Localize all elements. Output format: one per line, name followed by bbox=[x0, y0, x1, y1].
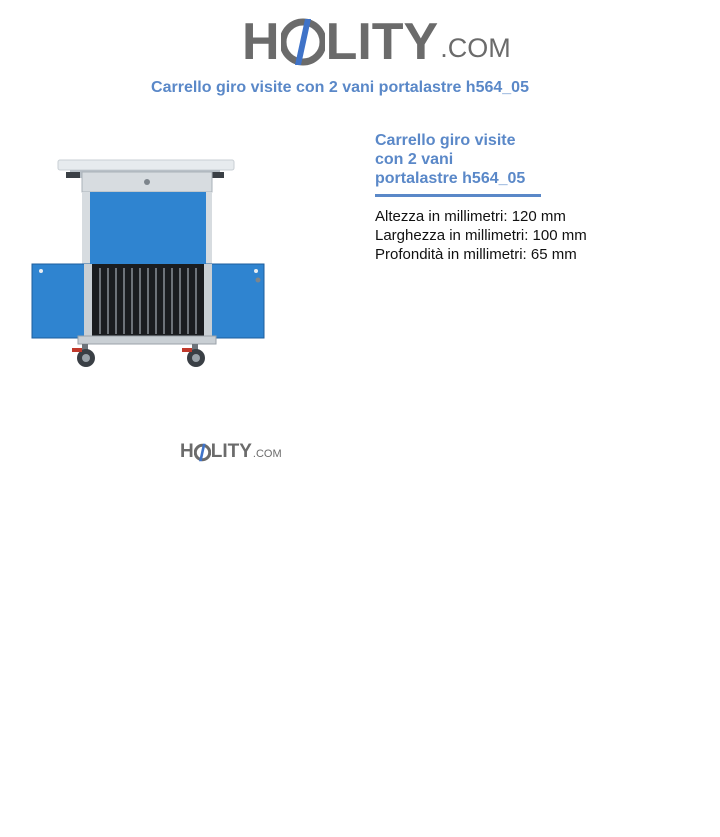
product-title-line: portalastre h564_05 bbox=[375, 170, 526, 187]
site-logo[interactable] bbox=[242, 10, 511, 71]
watermark-letters-lity: LITY bbox=[210, 441, 252, 462]
logo-o-icon bbox=[281, 17, 325, 67]
medical-cart-image bbox=[0, 120, 300, 420]
page-title: Carrello giro visite con 2 vani portalastre h564_05 bbox=[151, 79, 529, 96]
product-title bbox=[375, 131, 541, 197]
watermark-letters-h: H bbox=[180, 441, 194, 462]
watermark-suffix: .COM bbox=[252, 448, 282, 460]
logo-suffix: .COM bbox=[440, 33, 511, 63]
product-title-line: Carrello giro visite bbox=[375, 132, 516, 149]
product-title-line: con 2 vani bbox=[375, 151, 454, 168]
product-specs bbox=[375, 207, 675, 264]
logo-letters-lity: LITY bbox=[325, 13, 439, 71]
product-info bbox=[375, 131, 675, 264]
watermark-o-icon bbox=[194, 443, 211, 462]
spec-depth: Profondità in millimetri: 65 mm bbox=[375, 246, 577, 263]
spec-height: Altezza in millimetri: 120 mm bbox=[375, 208, 566, 225]
logo-letters-h: H bbox=[242, 13, 280, 71]
watermark-logo bbox=[180, 436, 282, 462]
spec-width: Larghezza in millimetri: 100 mm bbox=[375, 227, 587, 244]
